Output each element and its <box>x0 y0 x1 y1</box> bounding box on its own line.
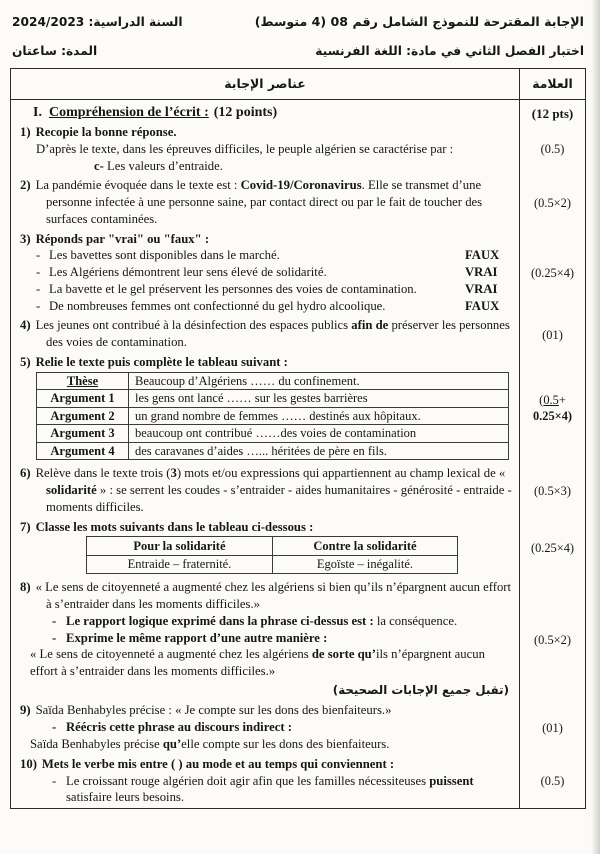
q4-post: préserver les personnes des voies de contamination. <box>46 318 510 350</box>
table-header-row <box>11 69 585 100</box>
q5-label-arg3: Argument 3 <box>37 425 129 443</box>
q3-row-2 <box>20 264 513 281</box>
dash: - <box>36 265 41 280</box>
q8-quote2-connector: de sorte qu’ <box>311 647 376 662</box>
q10-answer <box>20 773 513 807</box>
q7-heading: Classe les mots suivants dans le tableau ci-dessous : <box>35 519 314 534</box>
mark-q5-line1: (0.5+ <box>539 393 566 408</box>
q6-pre: Relève dans le texte trois ( <box>35 466 171 481</box>
marks-column-header: العلامة <box>532 76 573 91</box>
q6-text <box>20 465 513 515</box>
q2-answer: Covid-19/Coronavirus <box>240 178 362 193</box>
q6-keyword: solidarité <box>46 482 97 497</box>
q10-verb: puissent <box>429 773 474 788</box>
q6-count: 3 <box>170 466 177 481</box>
q5-row-arg2 <box>37 407 509 425</box>
answers-column-header: عناصر الإجابة <box>224 76 306 91</box>
q9-line1: 9) Saïda Benhabyles précise : « Je compte sur les dons des bienfaiteurs.» <box>20 703 392 718</box>
question-10 <box>11 755 585 808</box>
q9-answer-pre: Saïda Benhabyles précise <box>30 736 163 751</box>
dash: - <box>52 720 57 735</box>
q8-bullet-1 <box>20 613 513 630</box>
question-1 <box>11 123 585 176</box>
q4-connector: afin de <box>351 318 389 333</box>
q8-exprime-label: Exprime le même rapport d’une autre manière : <box>66 630 328 645</box>
q8-quote2 <box>20 646 513 680</box>
q1-answer-key: c- <box>94 158 104 173</box>
mark-q6: (0.5×3) <box>519 464 585 517</box>
q5-table <box>36 372 509 461</box>
mark-q10: (0.5) <box>519 755 585 808</box>
q5-row-these <box>37 372 509 390</box>
q6-mid: ) mots et/ou expressions qui appartiennent au champ lexical de « <box>176 466 506 481</box>
q9-instruction: Réécris cette phrase au discours indirect : <box>66 720 292 735</box>
q8-rapport-label: Le rapport logique exprimé dans la phrase ci-dessus est : <box>66 613 374 628</box>
q7-col1-header: Pour la solidarité <box>87 537 273 556</box>
q3-statement-4: De nombreuses femmes ont confectionné du gel hydro alcoolique. <box>49 298 386 313</box>
q8-number: 8) <box>20 580 31 595</box>
q4-text <box>20 317 513 351</box>
q5-heading-line <box>20 354 513 371</box>
header-row-2 <box>12 44 584 58</box>
q5-text-arg3: beaucoup ont contribué ……des voies de contamination <box>129 425 509 443</box>
q2-number: 2) <box>20 178 31 193</box>
dash: - <box>36 298 41 313</box>
q2-pre: La pandémie évoquée dans le texte est : <box>35 178 241 193</box>
q1-heading-line <box>20 124 513 141</box>
section-row <box>11 100 585 123</box>
q5-label-these: Thèse <box>66 373 99 388</box>
q10-post: satisfaire leurs besoins. <box>66 790 185 805</box>
q3-statement-3: La bavette et le gel préservent les personnes des voies de contamination. <box>49 281 417 296</box>
section-numeral: I. <box>33 105 42 120</box>
q3-heading-line <box>20 231 513 248</box>
question-2 <box>11 176 585 229</box>
q9-answer <box>20 736 513 753</box>
q9-number: 9) <box>20 703 31 718</box>
mark-q5 <box>519 353 585 464</box>
q5-label-arg4: Argument 4 <box>37 442 129 460</box>
q10-heading: Mets le verbe mis entre ( ) au mode et au temps qui conviennent : <box>41 756 395 771</box>
q3-statement-2: Les Algériens démontrent leur sens élevé de solidarité. <box>49 265 327 280</box>
q8-quote2-pre: « Le sens de citoyenneté a augmenté chez les algériens <box>30 647 312 662</box>
q3-row-4 <box>20 298 513 315</box>
q5-row-arg3 <box>37 425 509 443</box>
q7-cell1: Entraide – fraternité. <box>87 555 273 574</box>
dash: - <box>52 630 57 645</box>
question-5 <box>11 353 585 464</box>
q3-row-3 <box>20 281 513 298</box>
q6-number: 6) <box>20 466 31 481</box>
q7-cell2: Egoïste – inégalité. <box>272 555 457 574</box>
q1-answer <box>20 158 513 175</box>
q5-text-arg2: un grand nombre de femmes …… destinés aux hôpitaux. <box>129 407 509 425</box>
q7-table <box>86 536 458 574</box>
q5-row-arg4 <box>37 442 509 460</box>
q10-heading-line <box>20 756 513 773</box>
q7-heading-line <box>20 519 513 536</box>
q1-heading: Recopie la bonne réponse. <box>35 125 177 139</box>
question-3 <box>11 230 585 317</box>
mark-q7: (0.25×4) <box>519 518 585 579</box>
academic-year: السنة الدراسية: 2024/2023 <box>12 15 183 29</box>
q5-number: 5) <box>20 354 31 369</box>
q1-number: 1) <box>20 125 31 139</box>
exam-answer-title: الإجابة المقترحة للنموذج الشامل رقم 08 (4 متوسط) <box>254 14 584 29</box>
dash: - <box>52 773 57 788</box>
q5-text-arg4: des caravanes d’aides …... héritées de père en fils. <box>129 442 509 460</box>
q9-answer-post: elle compte sur les dons des bienfaiteurs. <box>181 736 390 751</box>
q3-number: 3) <box>20 231 31 246</box>
arabic-note: (تقبل جميع الإجابات الصحيحة) <box>332 682 509 697</box>
q7-header-row <box>87 537 458 556</box>
q10-pre: Le croissant rouge algérien doit agir afin que les familles nécessiteuses <box>66 773 430 788</box>
dash: - <box>36 248 41 263</box>
q1-statement: D’après le texte, dans les épreuves difficiles, le peuple algérien se caractérise par : <box>36 141 454 156</box>
question-9 <box>11 701 585 754</box>
q1-answer-text: Les valeurs d’entraide. <box>103 158 223 173</box>
q9-bullet <box>20 719 513 736</box>
q8-quote1: 8) « Le sens de citoyenneté a augmenté chez les algériens si bien qu’ils n’épargnent aucun effort à s’entraider dans les moments difficiles.» <box>20 580 512 612</box>
q10-number: 10) <box>20 756 37 771</box>
mark-q1: (0.5) <box>519 123 585 176</box>
q3-answer-4: FAUX <box>465 298 500 313</box>
q3-row-1 <box>20 247 513 264</box>
mark-q8: (0.5×2) <box>519 578 585 701</box>
section-points: (12 points) <box>213 105 278 120</box>
q9-answer-bold: qu’ <box>162 736 182 751</box>
question-8 <box>11 578 585 701</box>
q8-quote2-post: ils n’épargnent aucun effort à s’entraider dans les moments difficiles.» <box>30 647 485 679</box>
answers-table <box>10 68 586 809</box>
scan-edge-shadow <box>591 0 600 854</box>
q6-post: » : se serrent les coudes - s’entraider - aides humanitaires - générosité - entraide - moments difficiles. <box>46 482 512 514</box>
q5-text-these: Beaucoup d’Algériens …… du confinement. <box>129 372 509 390</box>
q4-pre: Les jeunes ont contribué à la désinfection des espaces publics <box>35 318 352 333</box>
q7-col2-header: Contre la solidarité <box>272 537 457 556</box>
q7-number: 7) <box>20 519 31 534</box>
q2-post: . Elle se transmet d’une personne infectée à une personne saine, par contact direct ou par le fait de toucher des surfaces contaminées. <box>46 178 483 226</box>
q5-heading: Relie le texte puis complète le tableau suivant : <box>35 354 288 369</box>
q5-label-arg1: Argument 1 <box>37 390 129 408</box>
q3-answer-3: VRAI <box>465 281 498 296</box>
q4-number: 4) <box>20 318 31 333</box>
q5-text-arg1: les gens ont lancé …… sur les gestes barrières <box>129 390 509 408</box>
mark-section: (12 pts) <box>519 100 585 123</box>
q3-heading: Réponds par "vrai" ou "faux" : <box>35 231 210 246</box>
q8-rapport-value: la conséquence. <box>373 613 458 628</box>
exam-subject: اختبار الفصل الثاني في مادة: اللغة الفرنسية <box>315 44 584 58</box>
q3-statement-1: Les bavettes sont disponibles dans le marché. <box>49 248 280 263</box>
question-6 <box>11 464 585 517</box>
q5-row-arg1 <box>37 390 509 408</box>
exam-duration: المدة: ساعتان <box>12 44 98 58</box>
section-title: Compréhension de l’écrit : <box>48 105 209 120</box>
page-header <box>0 0 600 58</box>
dash: - <box>52 613 57 628</box>
mark-q4: (01) <box>519 316 585 353</box>
mark-q3: (0.25×4) <box>519 230 585 317</box>
q8-bullet-2 <box>20 630 513 647</box>
dash: - <box>36 281 41 296</box>
mark-q9: (01) <box>519 701 585 754</box>
header-row-1 <box>12 14 584 29</box>
question-7 <box>11 518 585 579</box>
q5-label-arg2: Argument 2 <box>37 407 129 425</box>
mark-q2: (0.5×2) <box>519 176 585 229</box>
question-4 <box>11 316 585 353</box>
q2-text <box>20 177 513 227</box>
mark-q5-line2: 0.25×4) <box>532 408 573 423</box>
q3-answer-2: VRAI <box>465 265 498 280</box>
q7-value-row <box>87 555 458 574</box>
q3-answer-1: FAUX <box>465 248 500 263</box>
